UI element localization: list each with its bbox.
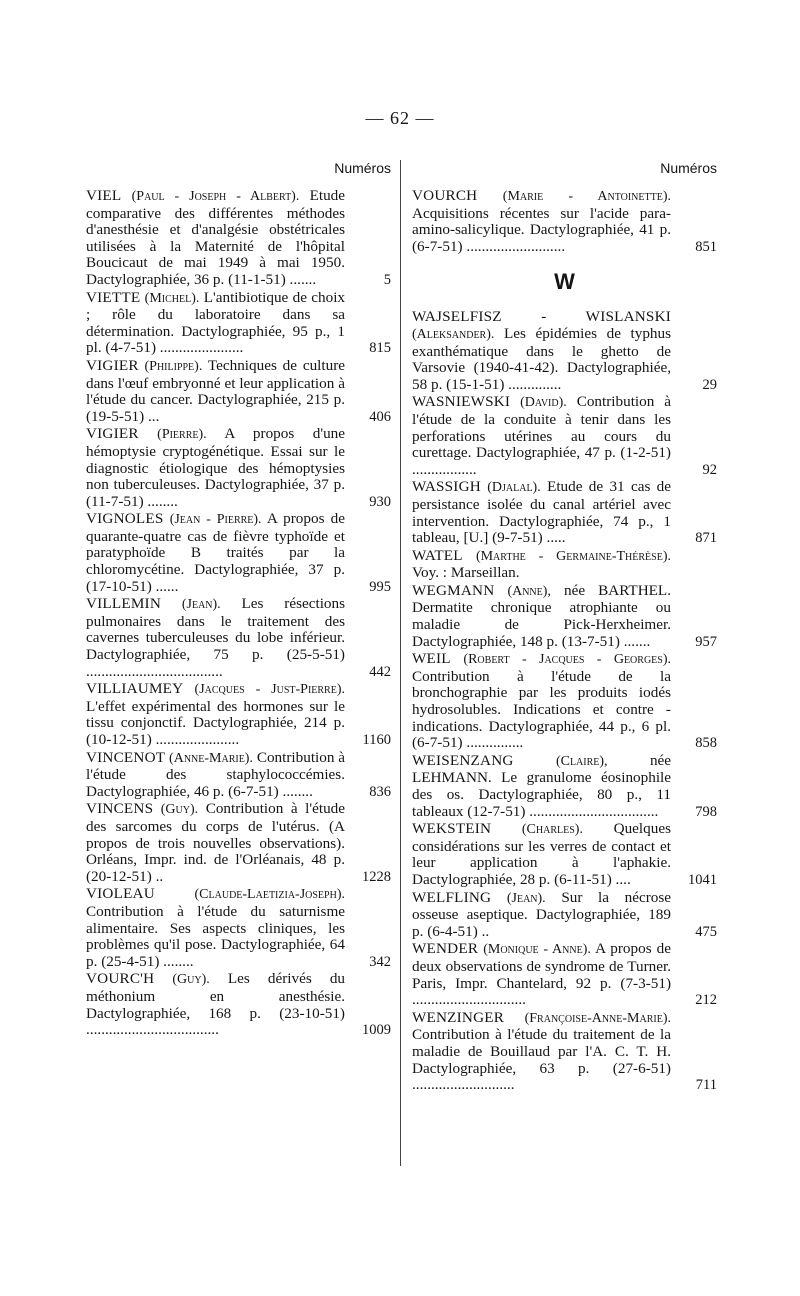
author-surname: VIOLEAU — [86, 885, 155, 903]
bibliography-entry — [412, 753, 717, 820]
entry-body — [86, 750, 345, 801]
entry-body — [412, 651, 671, 752]
entry-description: Contribution à l'étude des staphylococcémies. Dactylographiée, 46 p. (6-7-51) ........ — [86, 748, 346, 800]
entry-description: A propos de deux observations de syndrome de Turner. Paris, Impr. Chantelard, 92 p. (7-3-51) .............................. — [412, 940, 671, 1009]
bibliography-entry — [412, 651, 717, 752]
author-surname: VINCENS — [86, 800, 154, 818]
page-number: — 62 — — [365, 108, 435, 128]
author-given-names: (Paul - Joseph - Albert). — [131, 189, 300, 204]
author-given-names: (David). — [520, 395, 567, 411]
bibliography-entry — [86, 511, 391, 595]
entry-body — [412, 188, 671, 255]
author-surname: VIGNOLES — [86, 510, 164, 528]
entry-body — [86, 596, 345, 680]
bibliography-entry — [412, 188, 717, 255]
entry-number: 1041 — [688, 871, 717, 888]
left-column — [86, 160, 391, 1040]
bibliography-entry — [86, 426, 391, 510]
column-divider — [400, 160, 401, 1166]
entry-description: Contribution à l'étude du saturnisme alimentaire. Ses aspects cliniques, les problèmes qu'il pose. Dactylographiée, 64 p. (25-4-51) ........ — [86, 902, 345, 970]
entry-body — [412, 941, 671, 1008]
right-column — [412, 160, 717, 1095]
entry-number: 1009 — [362, 1022, 391, 1039]
entry-body — [412, 309, 671, 393]
entry-number: 930 — [369, 493, 391, 510]
entry-number: 851 — [695, 238, 717, 255]
author-given-names: (Claire), — [555, 753, 608, 769]
entry-description: Les épidémies de typhus exanthématique dans le ghetto de Varsovie (1940-41-42). Dactylographiée, 58 p. (15-1-51) .............. — [412, 324, 672, 393]
entry-description: née LEHMANN. Le granulome éosinophile des os. Dactylographiée, 80 p., 11 tableaux (12-7-51) .................................. — [412, 751, 672, 820]
entry-body — [412, 1010, 671, 1094]
entry-body — [412, 548, 671, 582]
entry-body — [412, 890, 671, 941]
author-given-names: (Djalal). — [487, 480, 541, 496]
entry-number: 475 — [695, 923, 717, 940]
bibliography-entry — [86, 358, 391, 425]
column-header-left: Numéros — [334, 160, 391, 176]
author-surname: WEISENZANG — [412, 751, 514, 769]
author-surname: VIETTE — [86, 288, 141, 306]
author-surname: WATEL — [412, 546, 463, 564]
bibliography-entry — [86, 971, 391, 1038]
author-surname: WENDER — [412, 940, 479, 958]
author-surname: WELFLING — [412, 888, 492, 906]
bibliography-entry — [86, 681, 391, 748]
author-surname: VOURCH — [412, 187, 478, 204]
entry-description: Les dérivés du méthonium en anesthésie. Dactylographiée, 168 p. (23-10-51) ................................... — [86, 970, 346, 1039]
entry-number: 5 — [383, 271, 391, 288]
author-given-names: (Robert - Jacques - Georges). — [463, 652, 672, 668]
entry-description: L'effet expérimental des hormones sur le tissu conjonctif. Dactylographiée, 214 p. (10-12-51) ...................... — [86, 697, 345, 748]
author-surname: WAJSELFISZ - WISLANSKI — [412, 308, 671, 326]
bibliography-entry — [412, 583, 717, 650]
author-surname: VIGIER — [86, 356, 139, 374]
author-surname: WEKSTEIN — [412, 820, 492, 838]
author-given-names: (Charles). — [521, 822, 583, 838]
author-given-names: (Anne-Marie). — [169, 750, 253, 766]
author-surname: VOURC'H — [86, 970, 155, 988]
entry-body — [86, 188, 345, 289]
author-given-names: (Jean). — [181, 597, 221, 613]
author-surname: VIGIER — [86, 425, 139, 443]
entry-description: A propos d'une hémoptysie cryptogénétique. Essai sur le diagnostic étiologique des hémoptysies non tuberculeuses. Dactylographiée, 37 p. (11-7-51) ........ — [86, 425, 346, 510]
entry-list-left — [86, 188, 391, 1039]
author-given-names: (Marthe - Germaine-Thérèse). — [475, 548, 671, 564]
author-surname: WEIL — [412, 650, 451, 668]
bibliography-entry — [412, 548, 717, 582]
entry-description: A propos de quarante-quatre cas de fièvre typhoïde et paratyphoïde B traités par la chloromycétine. Dactylographiée, 37 p. (17-10-51) ...... — [86, 510, 345, 595]
entry-number: 836 — [369, 783, 391, 800]
entry-body — [412, 479, 671, 546]
author-surname: VIEL — [86, 187, 122, 204]
entry-number: 1228 — [362, 868, 391, 885]
author-surname: WENZINGER — [412, 1008, 505, 1026]
bibliography-entry — [86, 750, 391, 801]
column-header-right: Numéros — [660, 160, 717, 176]
author-given-names: (Pierre). — [157, 427, 207, 443]
entry-body — [86, 358, 345, 425]
entry-number: 442 — [369, 663, 391, 680]
author-given-names: (Guy). — [172, 972, 210, 988]
entry-body — [412, 583, 671, 650]
entry-number: 858 — [695, 735, 717, 752]
entry-description: née BARTHEL. Dermatite chronique atrophiante ou maladie de Pick-Herxheimer. Dactylographiée, 148 p. (13-7-51) ....... — [412, 581, 672, 650]
entry-description: Contribution à l'étude des sarcomes du corps de l'utérus. (A propos de trois nouvelles observations). Orléans, Impr. ind. de l'Orléanais, 48 p. (20-12-51) .. — [86, 800, 346, 885]
entry-number: 406 — [369, 408, 391, 425]
entry-body — [412, 821, 671, 888]
author-surname: VINCENOT — [86, 748, 166, 766]
entry-number: 815 — [369, 340, 391, 357]
entry-number: 711 — [695, 1077, 717, 1094]
entry-body — [86, 886, 345, 970]
author-given-names: (Marie - Antoinette). — [502, 189, 672, 204]
entry-description: L'antibiotique de choix ; rôle du laboratoire dans sa détermination. Dactylographiée, 95 p., 1 pl. (4-7-51) ...................... — [86, 288, 346, 357]
author-surname: WASNIEWSKI — [412, 393, 511, 411]
bibliography-entry — [412, 394, 717, 478]
entry-number: 92 — [702, 461, 717, 478]
entry-body — [412, 753, 671, 820]
entry-number: 1160 — [362, 732, 391, 748]
entry-body — [86, 681, 345, 748]
entry-description: Acquisitions récentes sur l'acide para-amino-salicylique. Dactylographiée, 41 p. (6-7-51) .......................... — [412, 204, 671, 255]
author-given-names: (Monique - Anne). — [483, 942, 591, 958]
bibliography-entry — [86, 886, 391, 970]
entry-description: Quelques considérations sur les verres de contact et leur application à l'aphakie. Dactylographiée, 28 p. (6-11-51) .... — [412, 820, 671, 888]
entry-description: Voy. : Marseillan. — [412, 564, 520, 582]
entry-number: 871 — [695, 530, 717, 547]
author-given-names: (Aleksander). — [412, 326, 495, 342]
bibliography-entry — [412, 309, 717, 393]
bibliography-entry — [412, 941, 717, 1008]
bibliography-entry — [86, 801, 391, 885]
section-letter: W — [554, 269, 575, 295]
bibliography-entry — [86, 596, 391, 680]
entry-list-right — [412, 309, 717, 1093]
bibliography-entry — [86, 188, 391, 289]
author-given-names: (Jean - Pierre). — [169, 512, 262, 528]
entry-description: Contribution à l'étude de la bronchographie par les produits iodés hydrosolubles. Indications et contre - indications. Dactylographiée, 44 p., 6 pl. (6-7-51) ............... — [412, 667, 671, 752]
author-given-names: (Philippe). — [144, 358, 203, 374]
author-surname: WEGMANN — [412, 581, 495, 599]
entry-number: 342 — [369, 953, 391, 970]
entry-number: 995 — [369, 578, 391, 595]
author-given-names: (Jean). — [506, 890, 546, 906]
bibliography-entry — [412, 890, 717, 941]
author-given-names: (Michel). — [144, 290, 200, 306]
author-given-names: (Anne), — [507, 583, 551, 599]
entry-number: 957 — [695, 633, 717, 650]
entry-description: Contribution à l'étude de la conduite à tenir dans les perforations utérines au cours du curettage. Dactylographiée, 47 p. (1-2-51) ................. — [412, 393, 672, 478]
author-given-names: (Claude-Laetizia-Joseph). — [194, 887, 345, 903]
entry-description: Sur la nécrose osseuse aseptique. Dactylographiée, 189 p. (6-4-51) .. — [412, 888, 672, 940]
entry-body — [86, 426, 345, 510]
entry-body — [86, 290, 345, 357]
bibliography-entry — [412, 479, 717, 546]
author-surname: VILLEMIN — [86, 595, 161, 613]
author-given-names: (Guy). — [160, 802, 199, 818]
entry-number: 798 — [695, 803, 717, 820]
entry-description: Etude comparative des différentes méthodes d'anesthésie et d'analgésie obstétricales utilisées à la Maternité de l'hôpital Boucicaut de mai 1949 à mai 1950. Dactylographiée, 36 p. (11-1-51) ....... — [86, 187, 346, 288]
entry-list-right-top — [412, 188, 717, 255]
entry-number: 29 — [702, 376, 717, 393]
entry-body — [86, 801, 345, 885]
entry-description: Techniques de culture dans l'œuf embryonné et leur application à l'étude du cancer. Dactylographiée, 215 p. (19-5-51) ... — [86, 356, 345, 425]
author-surname: VILLIAUMEY — [86, 680, 184, 698]
entry-body — [86, 511, 345, 595]
entry-body — [86, 971, 345, 1038]
entry-body — [412, 394, 671, 478]
entry-description: Les résections pulmonaires dans le traitement des cavernes tuberculeuses du lobe inférieur. Dactylographiée, 75 p. (25-5-51) .................................... — [86, 595, 346, 680]
author-given-names: (Jacques - Just-Pierre). — [194, 682, 345, 698]
entry-description: Contribution à l'étude du traitement de la maladie de Bouillaud par l'A. C. T. H. Dactylographiée, 63 p. (27-6-51) ........................... — [412, 1026, 671, 1094]
author-surname: WASSIGH — [412, 478, 481, 496]
entry-description: Etude de 31 cas de persistance isolée du canal artériel avec intervention. Dactylographiée, 74 p., 1 tableau, [U.] (9-7-51) ..... — [412, 478, 672, 547]
bibliography-entry — [412, 1010, 717, 1094]
author-given-names: (Françoise-Anne-Marie). — [524, 1010, 671, 1026]
bibliography-entry — [412, 821, 717, 888]
bibliography-entry — [86, 290, 391, 357]
entry-number: 212 — [695, 992, 717, 1009]
